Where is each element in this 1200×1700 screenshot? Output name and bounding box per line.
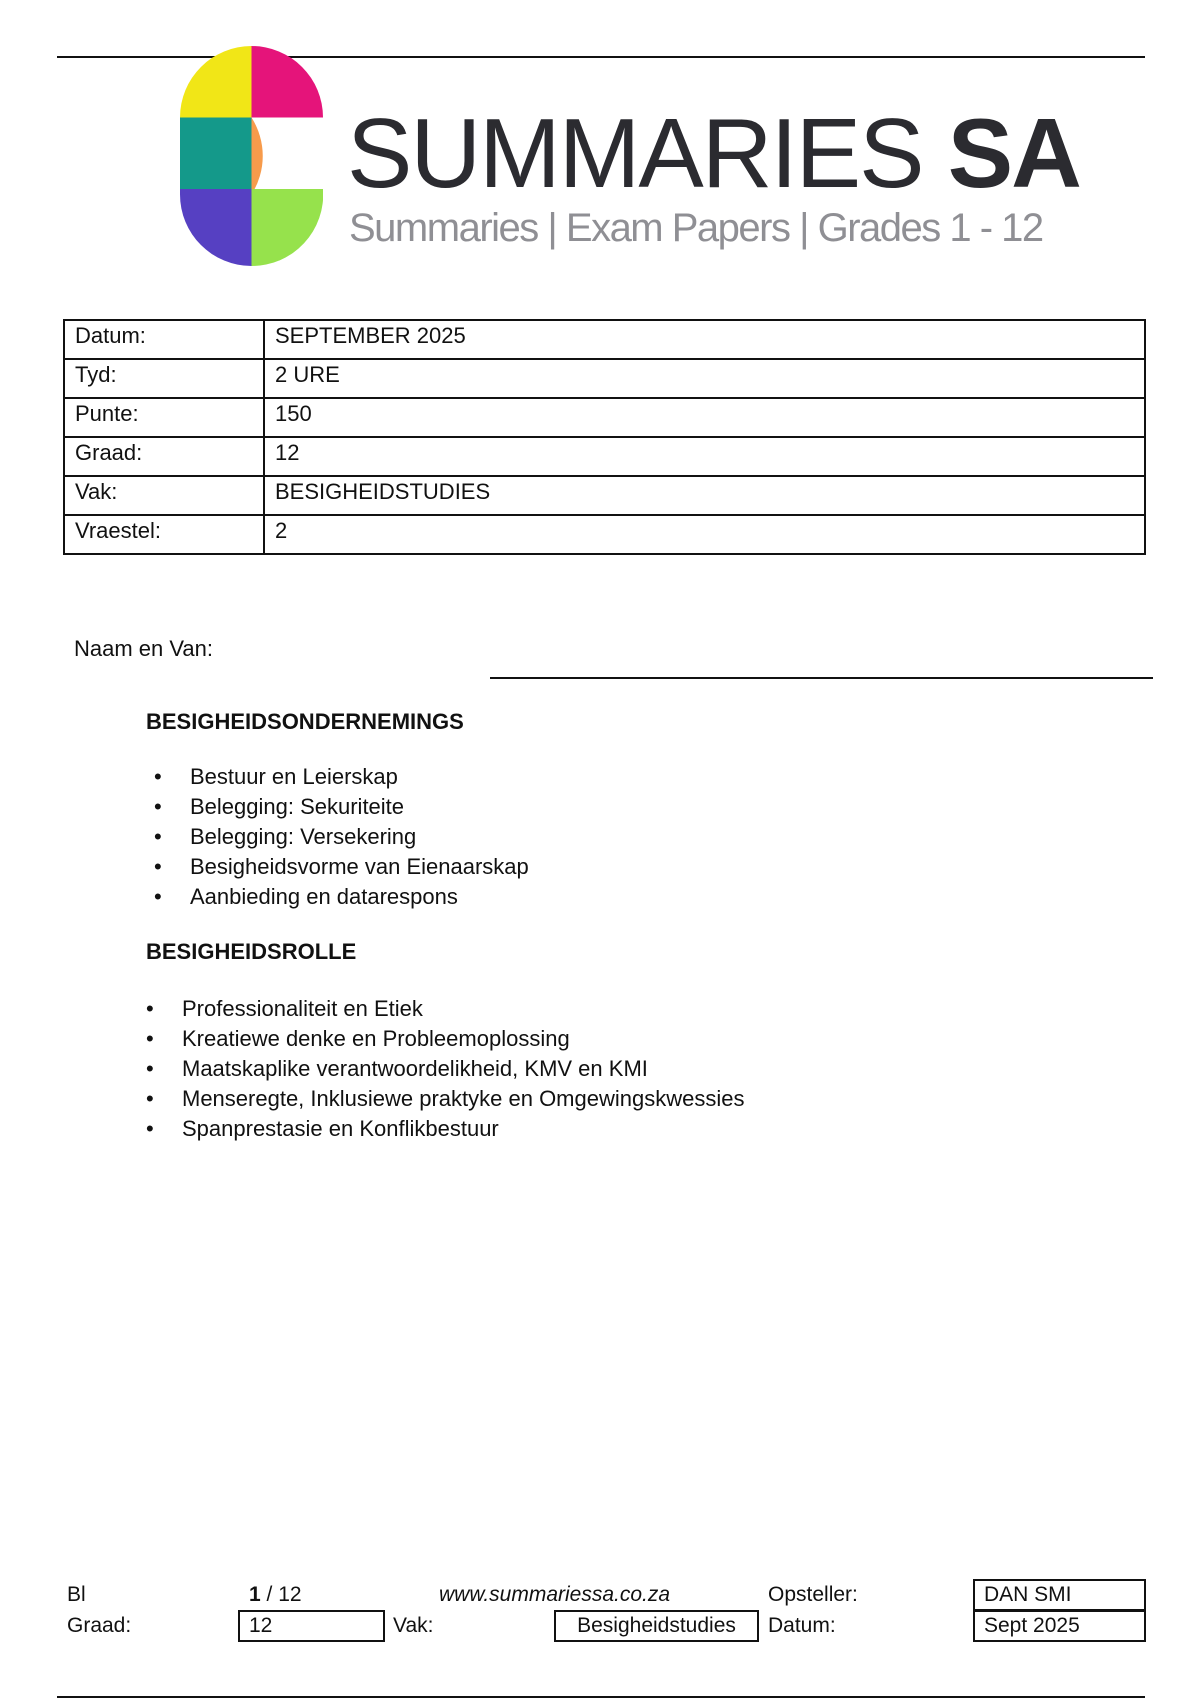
list-item: • Menseregte, Inklusiewe praktyke en Omgewingskwessies — [182, 1084, 744, 1114]
logo-subtitle: Summaries | Exam Papers | Grades 1 - 12 — [349, 206, 1043, 250]
logo-quadrant-purple — [180, 189, 252, 266]
footer-date-label: Datum: — [768, 1614, 836, 1637]
info-row-marks: Punte: 150 — [64, 398, 1145, 437]
name-label: Naam en Van: — [74, 636, 214, 661]
logo-quadrant-teal — [180, 118, 252, 190]
business-roles-list — [182, 994, 744, 1144]
footer-subject-label: Vak: — [393, 1614, 434, 1637]
exam-info-table — [63, 319, 1146, 555]
section-title-business-roles: BESIGHEIDSROLLE — [146, 939, 357, 964]
list-item: • Professionaliteit en Etiek — [182, 994, 744, 1024]
info-row-time: Tyd: 2 URE — [64, 359, 1145, 398]
list-item: • Maatskaplike verantwoordelikheid, KMV en KMI — [182, 1054, 744, 1084]
list-item: • Spanprestasie en Konflikbestuur — [182, 1114, 744, 1144]
summaries-sa-logo-icon — [180, 46, 323, 266]
logo-quadrant-magenta — [252, 46, 324, 118]
info-row-grade: Graad: 12 — [64, 437, 1145, 476]
info-row-paper: Vraestel: 2 — [64, 515, 1145, 554]
name-write-line[interactable] — [490, 677, 1153, 679]
business-ventures-list — [190, 762, 529, 912]
footer-grade-value: 12 — [238, 1610, 385, 1642]
list-item: • Belegging: Sekuriteite — [190, 792, 529, 822]
footer-author-label: Opsteller: — [768, 1583, 858, 1606]
logo-title: SUMMARIES SA — [347, 98, 1080, 208]
footer-page-number: 1 / 12 — [249, 1583, 302, 1606]
footer-date-value: Sept 2025 — [973, 1610, 1146, 1642]
list-item: • Besigheidsvorme van Eienaarskap — [190, 852, 529, 882]
footer-grade-label: Graad: — [67, 1614, 132, 1637]
info-row-subject: Vak: BESIGHEIDSTUDIES — [64, 476, 1145, 515]
list-item: • Kreatiewe denke en Probleemoplossing — [182, 1024, 744, 1054]
list-item: • Aanbieding en datarespons — [190, 882, 529, 912]
logo-quadrant-green — [252, 189, 324, 266]
logo-quadrant-orange — [252, 118, 263, 195]
bottom-rule — [57, 1696, 1145, 1698]
footer-page-label: Bl — [67, 1583, 86, 1606]
footer-author-value: DAN SMI — [973, 1579, 1146, 1611]
section-title-business-ventures: BESIGHEIDSONDERNEMINGS — [146, 709, 464, 734]
list-item: • Bestuur en Leierskap — [190, 762, 529, 792]
logo-quadrant-yellow — [180, 46, 252, 118]
info-row-date: Datum: SEPTEMBER 2025 — [64, 320, 1145, 359]
footer-url: www.summariessa.co.za — [439, 1583, 671, 1606]
footer-subject-value: Besigheidstudies — [554, 1610, 759, 1642]
list-item: • Belegging: Versekering — [190, 822, 529, 852]
